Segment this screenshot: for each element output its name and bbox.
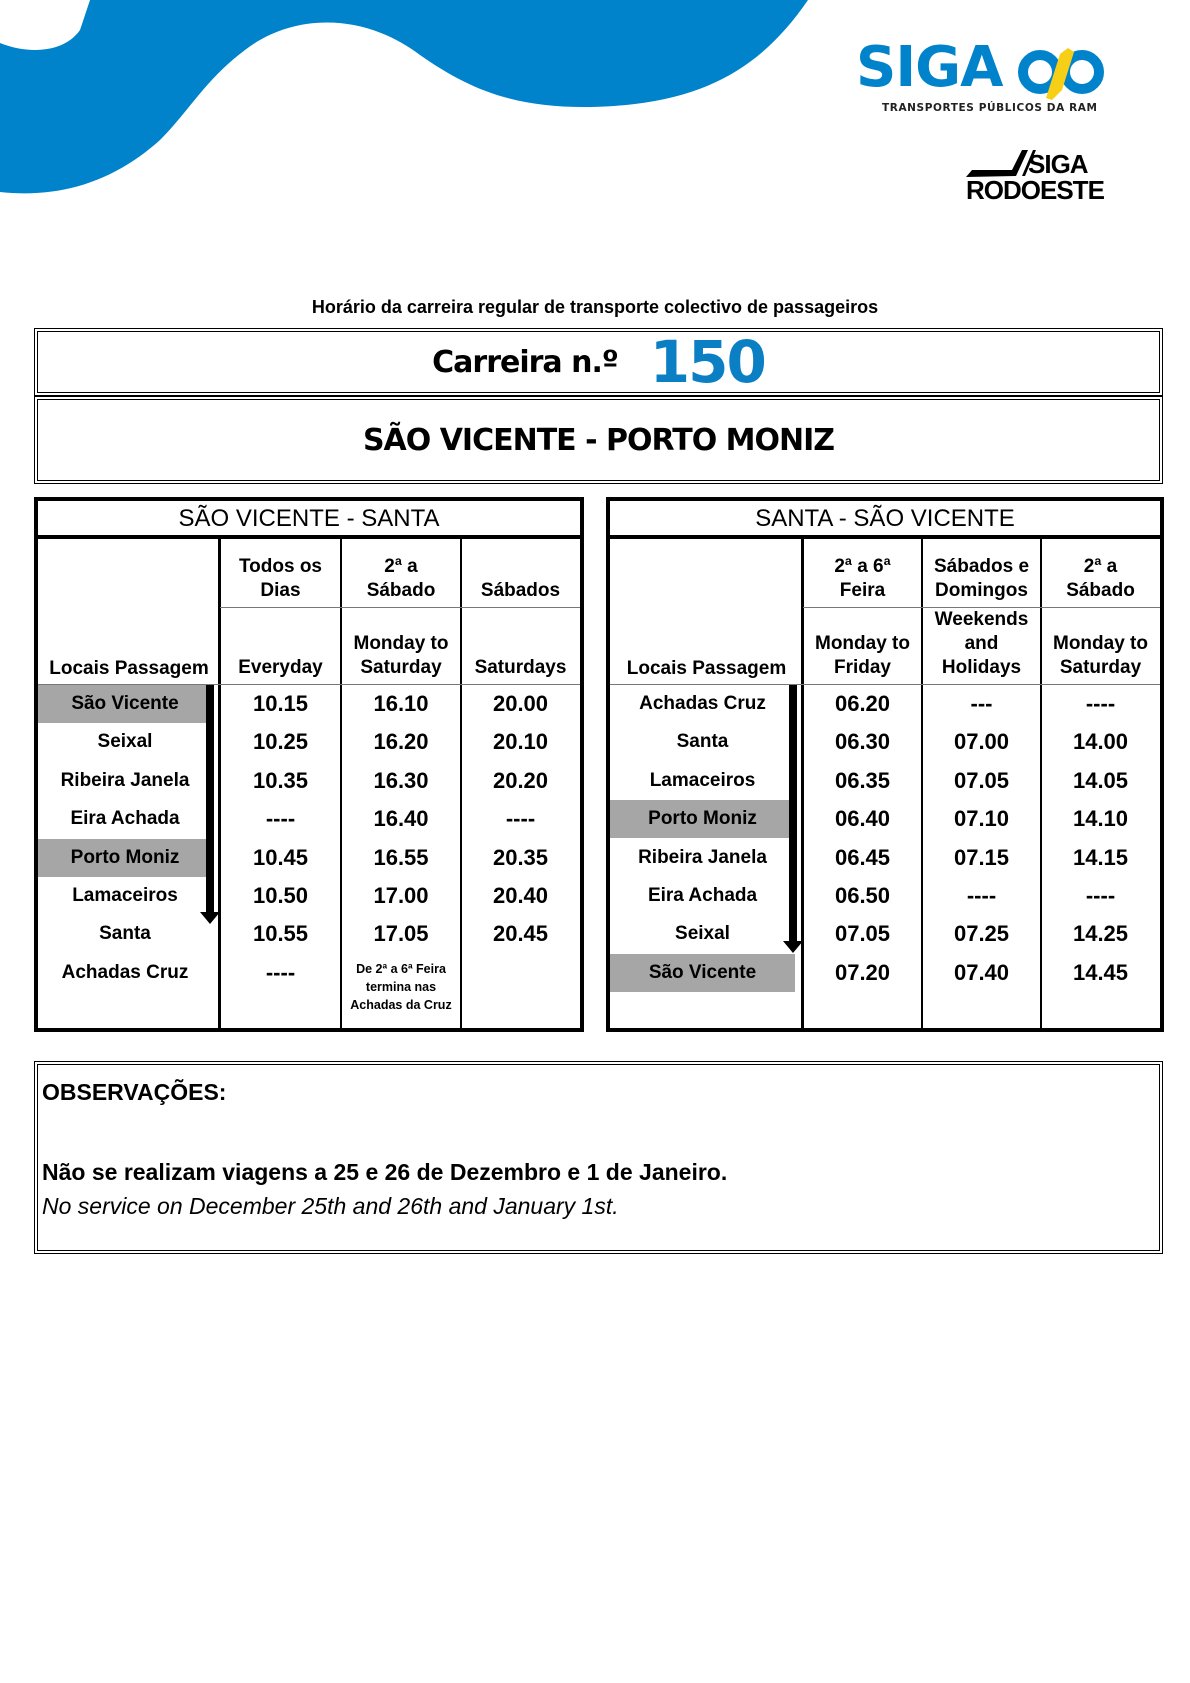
column-header-en-line: Monday to — [1053, 633, 1148, 654]
departure-time: 16.30 — [373, 767, 429, 793]
route-name-box — [34, 396, 1163, 484]
direction-arrow-icon — [200, 685, 220, 924]
departure-time: ---- — [1085, 883, 1116, 908]
direction-arrow-icon — [783, 685, 803, 953]
column-header-en-line: Saturday — [1059, 657, 1142, 678]
departure-time: 16.55 — [373, 844, 429, 870]
column-header-en — [341, 632, 461, 680]
departure-time: 14.05 — [1072, 767, 1129, 793]
departure-time: 06.50 — [834, 883, 891, 908]
departure-time: 20.20 — [492, 767, 549, 793]
column-header-pt-line: Sábado — [366, 580, 436, 601]
column-header-pt-line: 2ª a 6ª — [834, 556, 891, 577]
observations-box — [34, 1061, 1163, 1254]
column-header-pt-line: Todos os — [238, 556, 323, 577]
departure-time: 07.05 — [953, 767, 1010, 793]
departure-time: ---- — [265, 959, 296, 985]
departure-time: 10.35 — [252, 767, 309, 793]
column-header-pt — [220, 555, 341, 603]
observations-title: OBSERVAÇÕES: — [42, 1079, 227, 1105]
departure-time: ---- — [505, 806, 536, 832]
departure-time: 20.40 — [492, 883, 549, 908]
column-header-pt — [341, 555, 461, 603]
departure-time: 06.40 — [834, 806, 891, 832]
stop-name: Porto Moniz — [610, 800, 795, 838]
column-header-pt — [1041, 555, 1160, 603]
page-subtitle: Horário da carreira regular de transporte colectivo de passageiros — [311, 297, 879, 317]
departure-time: 17.05 — [373, 921, 429, 947]
siga-logo-text: SIGA — [856, 35, 1003, 100]
stop-name: Ribeira Janela — [60, 769, 190, 791]
outbound-title: SÃO VICENTE - SANTA — [38, 501, 580, 539]
header-divider — [220, 607, 580, 608]
decorative-wave — [0, 0, 820, 200]
departure-time: 17.00 — [373, 883, 429, 908]
departure-time: 07.40 — [953, 959, 1010, 985]
service-note-line: Achadas da Cruz — [350, 997, 452, 1012]
departure-time: ---- — [966, 883, 997, 908]
departure-time: 06.45 — [834, 844, 891, 870]
stop-name: Seixal — [675, 923, 730, 945]
departure-time: 10.25 — [252, 729, 309, 755]
siga-logo — [856, 35, 1106, 118]
departure-time: 10.55 — [252, 921, 309, 947]
stop-name: Achadas Cruz — [61, 961, 189, 983]
siga-rings-icon — [1016, 44, 1108, 100]
departure-time: 20.00 — [492, 691, 549, 716]
column-header-en-line: Monday to — [815, 633, 910, 654]
siga-tagline: TRANSPORTES PÚBLICOS DA RAM — [882, 102, 1098, 114]
stop-name: Seixal — [97, 731, 153, 753]
column-header-pt-line: Sábado — [1066, 580, 1135, 601]
service-note-line: De 2ª a 6ª Feira — [356, 961, 446, 976]
departure-time: 16.10 — [373, 691, 429, 716]
stop-name: Santa — [99, 923, 151, 945]
departure-time: 07.25 — [953, 921, 1010, 947]
column-header-pt — [922, 555, 1041, 603]
outbound-timetable — [34, 497, 584, 1032]
departure-time: 07.05 — [834, 921, 891, 947]
column-header-en-line: Friday — [833, 657, 892, 678]
stop-name: São Vicente — [610, 954, 795, 992]
departure-time: 14.25 — [1072, 921, 1129, 947]
route-name: SÃO VICENTE - PORTO MONIZ — [362, 422, 835, 458]
rodoeste-logo-siga: SIGA — [1028, 149, 1088, 179]
column-header-pt-line: Sábados — [480, 580, 561, 601]
column-header-en-line: Holidays — [941, 657, 1022, 678]
departure-time: 16.20 — [373, 729, 429, 755]
departure-time: 10.45 — [252, 844, 309, 870]
column-header-pt-line: Sábados e — [933, 556, 1030, 577]
stop-name: Eira Achada — [647, 885, 758, 906]
departure-time: --- — [970, 691, 993, 716]
stop-name: Eira Achada — [70, 808, 180, 830]
column-header-en — [461, 656, 580, 680]
rodoeste-logo-name: RODOESTE — [966, 175, 1104, 205]
departure-time: 06.35 — [834, 767, 891, 793]
column-header-en — [220, 656, 341, 680]
departure-time: 14.10 — [1072, 806, 1129, 832]
inbound-timetable — [606, 497, 1164, 1032]
departure-time: 14.00 — [1072, 729, 1129, 755]
column-header-pt-line: Dias — [260, 580, 301, 601]
rodoeste-stripes-icon — [966, 150, 1036, 178]
inbound-title: SANTA - SÃO VICENTE — [610, 501, 1160, 539]
column-header-pt-line: 2ª a — [384, 556, 418, 577]
column-header-en — [1041, 632, 1160, 680]
departure-time: 07.00 — [953, 729, 1010, 755]
departure-time: 20.45 — [492, 921, 549, 947]
departure-time: 07.20 — [834, 959, 891, 985]
service-note — [341, 960, 461, 1014]
column-header-en-line: and — [964, 633, 999, 654]
column-header-pt-line: Feira — [839, 580, 886, 601]
stop-name: Lamaceiros — [72, 885, 178, 906]
rodoeste-logo — [966, 149, 1104, 205]
column-header-en — [803, 632, 922, 680]
route-number-box — [34, 328, 1163, 396]
stops-column-header: Locais Passagem — [626, 658, 787, 679]
departure-time: ---- — [265, 806, 296, 832]
departure-time: 06.30 — [834, 729, 891, 755]
stop-name: Porto Moniz — [38, 839, 212, 877]
route-label: Carreira n.º — [432, 344, 618, 380]
stop-name: Lamaceiros — [649, 769, 756, 791]
departure-time: 14.45 — [1072, 959, 1129, 985]
stop-name: Ribeira Janela — [638, 846, 767, 868]
column-header-pt-line: 2ª a — [1083, 556, 1118, 577]
stop-name: Santa — [676, 731, 729, 753]
departure-time: 20.35 — [492, 844, 549, 870]
route-number: 150 — [649, 328, 765, 396]
column-header-en-line: Monday to — [353, 633, 449, 654]
departure-time: 16.40 — [373, 806, 429, 832]
column-header-en-line: Everyday — [238, 657, 323, 678]
column-header-en-line: Saturday — [360, 657, 442, 678]
departure-time: 10.15 — [252, 691, 309, 716]
departure-time: 07.15 — [953, 844, 1010, 870]
departure-time: ---- — [1085, 691, 1116, 716]
departure-time: 10.50 — [252, 883, 309, 908]
column-header-en — [922, 608, 1041, 680]
column-header-pt — [461, 579, 580, 603]
departure-time: 14.15 — [1072, 844, 1129, 870]
column-header-pt — [803, 555, 922, 603]
departure-time: 20.10 — [492, 729, 549, 755]
stop-name: São Vicente — [38, 685, 212, 723]
departure-time: 07.10 — [953, 806, 1010, 832]
column-header-en-line: Saturdays — [474, 657, 567, 678]
observations-note-pt: Não se realizam viagens a 25 e 26 de Dezembro e 1 de Janeiro. — [42, 1159, 728, 1185]
column-header-en-line: Weekends — [934, 609, 1029, 630]
observations-note-en: No service on December 25th and 26th and January 1st. — [42, 1193, 619, 1219]
stops-column-header: Locais Passagem — [49, 658, 209, 679]
departure-time: 06.20 — [834, 691, 891, 716]
service-note-line: termina nas — [365, 979, 437, 994]
column-header-pt-line: Domingos — [935, 580, 1028, 601]
stop-name: Achadas Cruz — [639, 693, 766, 714]
